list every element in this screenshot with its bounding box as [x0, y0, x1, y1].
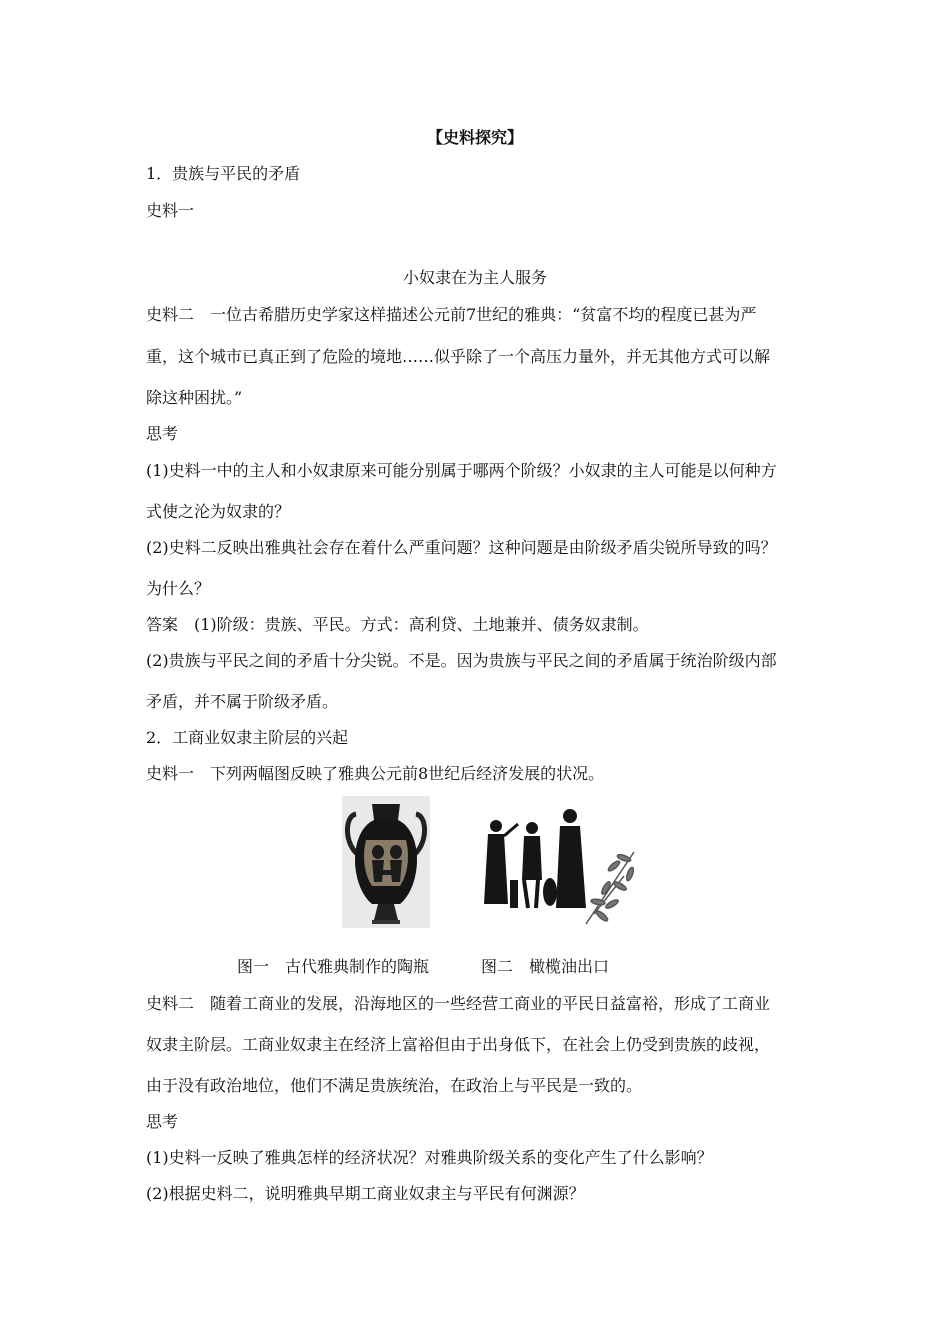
part2-question-line: (2)根据史料二，说明雅典早期工商业奴隶主与平民有何渊源？	[146, 1184, 585, 1203]
part1-question-line: (1)史料一中的主人和小奴隶原来可能分别属于哪两个阶级？小奴隶的主人可能是以何种方	[146, 461, 777, 480]
part1-question-line: (2)史料二反映出雅典社会存在着什么严重问题？这种问题是由阶级矛盾尖锐所导致的吗？	[146, 538, 777, 557]
figures-row	[0, 796, 950, 931]
part2-heading: 2．工商业奴隶主阶层的兴起	[146, 728, 349, 747]
part1-question-line: 式使之沦为奴隶的？	[146, 502, 291, 521]
part1-answer-line: 答案 (1)阶级：贵族、平民。方式：高利贷、土地兼并、债务奴隶制。	[146, 615, 649, 634]
part2-think-label: 思考	[146, 1112, 179, 1131]
figure1-vase-image	[342, 796, 430, 928]
part2-source1-text: 史料一 下列两幅图反映了雅典公元前8世纪后经济发展的状况。	[146, 764, 605, 783]
part1-answer-line: 矛盾，并不属于阶级矛盾。	[146, 692, 339, 711]
section-title: 【史料探究】	[426, 128, 523, 147]
part1-question-line: 为什么？	[146, 579, 211, 598]
figure2-caption: 图二 橄榄油出口	[481, 957, 610, 976]
part1-source1-label: 史料一	[146, 201, 195, 220]
part1-source2-line: 史料二 一位古希腊历史学家这样描述公元前7世纪的雅典：“贫富不均的程度已甚为严	[146, 305, 757, 324]
part2-source2-line: 奴隶主阶层。工商业奴隶主在经济上富裕但由于出身低下，在社会上仍受到贵族的歧视，	[146, 1035, 771, 1054]
part1-think-label: 思考	[146, 424, 179, 443]
part2-question-line: (1)史料一反映了雅典怎样的经济状况？对雅典阶级关系的变化产生了什么影响？	[146, 1148, 713, 1167]
part1-source2-line: 除这种困扰。”	[146, 388, 243, 407]
part1-answer-line: (2)贵族与平民之间的矛盾十分尖锐。不是。因为贵族与平民之间的矛盾属于统治阶级内部	[146, 651, 777, 670]
figure1-caption: 图一 古代雅典制作的陶瓶	[237, 957, 430, 976]
part1-source2-line: 重，这个城市已真正到了危险的境地……似乎除了一个高压力量外，并无其他方式可以解	[146, 347, 771, 366]
figure2-olive-oil-image	[474, 796, 642, 928]
part2-source2-line: 由于没有政治地位，他们不满足贵族统治，在政治上与平民是一致的。	[146, 1076, 643, 1095]
part1-heading: 1．贵族与平民的矛盾	[146, 164, 301, 183]
part2-source2-line: 史料二 随着工商业的发展，沿海地区的一些经营工商业的平民日益富裕，形成了工商业	[146, 994, 771, 1013]
part1-image-caption: 小奴隶在为主人服务	[402, 268, 547, 287]
